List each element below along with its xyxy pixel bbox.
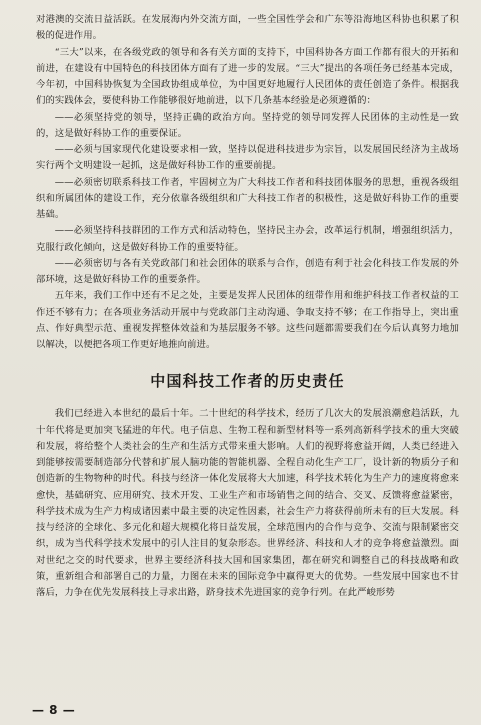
paragraph-4: ——必须与国家现代化建设要求相一致，坚持以促进科技进步为宗旨，以发展国民经济为主战场实行两个文明建设一起抓，这是做好科协工作的重要前提。 — [36, 144, 459, 172]
paragraph-8: 五年来，我们工作中还有不足之处，主要是发挥人民团体的纽带作用和维护科技工作者权益的工作还不够有力；在各项业务活动开展中与党政部门主动沟通、争取支持不够；在工作指导上，突出重点、作好典型示范、重视发挥整体效益和为基层服务不够。这些问题都需要我们在今后认真努力地加以解决，以便把各项工作更好地推向前进。 — [36, 290, 459, 350]
section-title: 中国科技工作者的历史责任 — [150, 372, 345, 391]
paragraph-9: 我们已经进入本世纪的最后十年。二十世纪的科学技术，经历了几次大的发展浪潮愈趋活跃，九十年代将是更加突飞猛进的年代。电子信息、生物工程和新型材料等一系列高新科学技术的重大突破和发展，将给整个人类社会的生产和生活方式带来重大影响。人们的视野将愈益开阔，人类已经进入到能够按需要制造部分代替和扩展人脑功能的智能机器、全程自动化生产工厂，设计新的物质分子和创造新的生物物种的时代。科技与经济一体化发展将大大加速，科学技术转化为生产力的速度将愈来愈快，基础研究、应用研究、技术开发、工业生产和市场销售之间的结合、交叉、反馈将愈益紧密，科学技术成为生产力构成诸因素中最主要的决定性因素，社会生产力将获得前所未有的巨大发展。科技与经济的全球化、多元化和超大规模化将日益发展，全球范围内的合作与竞争、交流与限制紧密交织，成为当代科学技术发展中的引人注目的复杂形态。世界经济、科技和人才的竞争将愈益激烈。面对世纪之交的时代要求，世界主要经济科技大国和国家集团，都在研究和调整自己的科技战略和政策，重新组合和部署自己的力量，力图在未来的国际竞争中赢得更大的优势。一些发展中国家也不甘落后，力争在优先发展科技上寻求出路，跻身技术先进国家的竞争行列。在此严峻形势 — [36, 408, 459, 598]
paragraph-7: ——必须密切与各有关党政部门和社会团体的联系与合作，创造有利于社会化科技工作发展的外部环境，这是做好科协工作的重要条件。 — [36, 257, 459, 285]
page-number: — 8 — — [32, 703, 76, 717]
paragraph-1: 对港澳的交流日益活跃。在发展海内外交流方面，一些全国性学会和广东等沿海地区科协也积累了积极的促进作用。 — [36, 14, 459, 42]
paragraph-3: ——必须坚持党的领导，坚持正确的政治方向。坚持党的领导同发挥人民团体的主动性是一致的，这是做好科协工作的重要保证。 — [36, 111, 459, 139]
paragraph-5: ——必须密切联系科技工作者，牢固树立为广大科技工作者和科技团体服务的思想，重视各级组织和所属团体的建设工作，充分依靠各级组织和广大科技工作者的积极性，这是做好科协工作的重要基础。 — [36, 176, 459, 220]
paragraph-6: ——必须坚持科技群团的工作方式和活动特色，坚持民主办会，改革运行机制，增强组织活力，克服行政化倾向，这是做好科协工作的重要特征。 — [36, 225, 459, 253]
paragraph-2: “三大”以来，在各级党政的领导和各有关方面的支持下，中国科协各方面工作都有很大的开拓和前进，在建设有中国特色的科技团体方面有了进一步的发展。“三大”提出的各项任务已经基本完成，今年初，中国科协恢复为全国政协组成单位，为中国更好地履行人民团体的责任创造了条件。根据我们的实践体会，要使科协工作能够很好地前进，以下几条基本经验是必须遵循的： — [36, 46, 459, 107]
